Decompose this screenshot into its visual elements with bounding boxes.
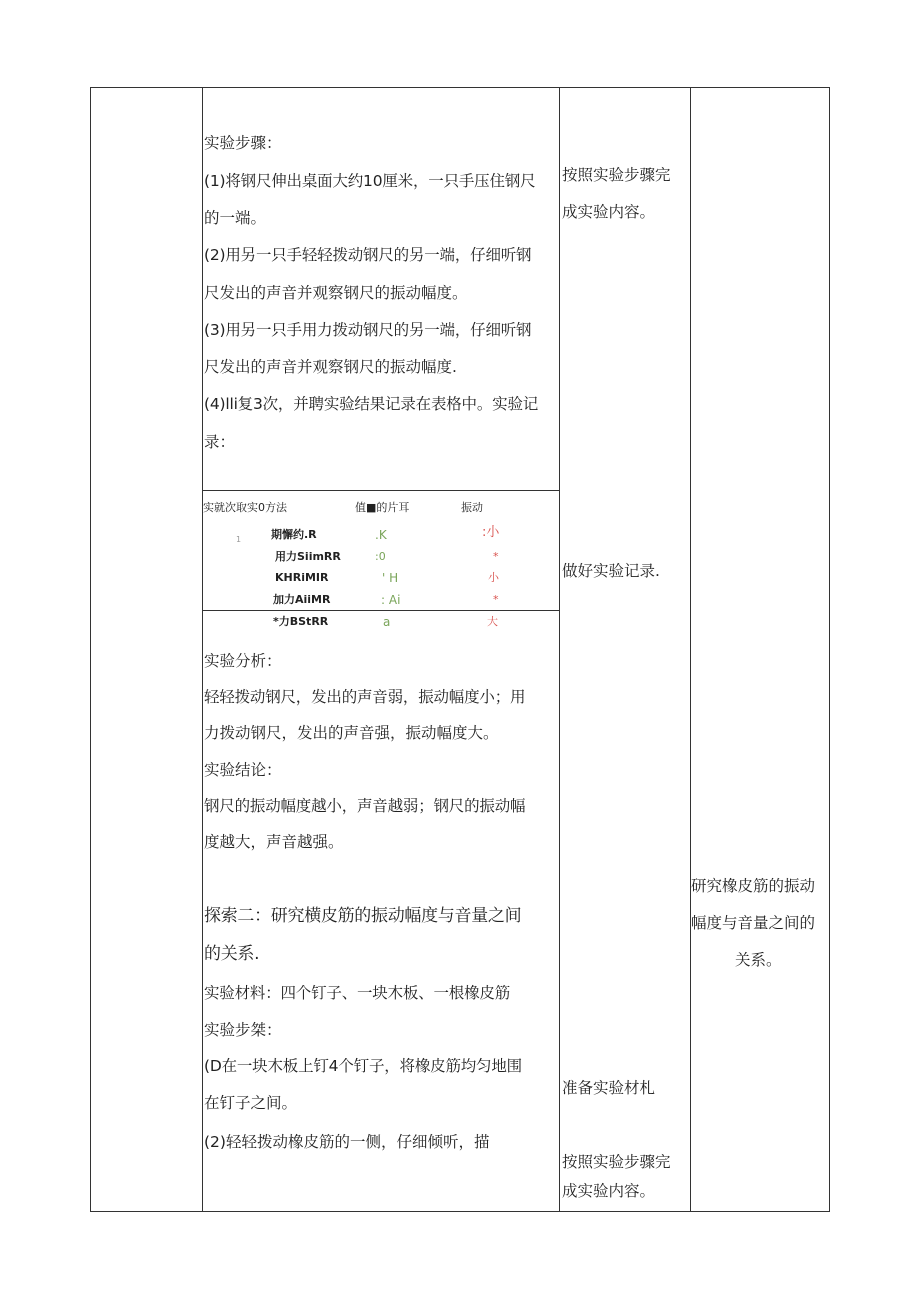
intent-line: 幅度与音量之间的: [691, 914, 816, 932]
student-activity-line: 成实验内容。: [562, 203, 656, 221]
analysis-line: 力拨动钢尺，发出的声音强，振动幅度大。: [204, 724, 499, 742]
analysis-line: 轻轻拨动钢尺，发出的声音弱，振动幅度小；用: [204, 688, 526, 706]
student-activity-line: 按照实验步骤完: [562, 166, 671, 184]
step-line: 录：: [204, 433, 236, 451]
conclusion-title: 实验结论：: [204, 761, 282, 779]
record-sound: .K: [375, 528, 387, 542]
record-index: 1: [236, 535, 242, 544]
student-activity-line: 成实验内容。: [562, 1182, 656, 1200]
step-line: (3)用另一只手用力拨动钢尺的另一端，仔细听钢: [204, 321, 532, 339]
section-heading: 的关系.: [204, 944, 260, 964]
record-table-divider: [202, 610, 559, 611]
conclusion-line: 度越大，声音越强。: [204, 833, 344, 851]
step-line: (1)将钢尺伸出桌面大约10厘米，一只手压住钢尺: [204, 172, 536, 190]
student-activity-line: 准备实验材札: [562, 1079, 656, 1097]
record-amplitude: :小: [482, 525, 500, 540]
record-sound: ' H: [382, 571, 399, 585]
record-sound: : Ai: [381, 593, 401, 607]
column-divider: [202, 87, 203, 1212]
record-amplitude: 小: [488, 571, 499, 584]
steps-title: 实验步桀：: [204, 1021, 282, 1039]
record-header-sound: 值■的片耳: [355, 501, 410, 514]
step-line: 尺发出的声音并观察钢尺的振动幅度。: [204, 284, 468, 302]
materials-line: 实验材料：四个钉子、一块木板、一根橡皮筋: [204, 984, 511, 1002]
record-method: 期懈约.R: [271, 528, 317, 541]
student-activity-line: 做好实验记录.: [562, 562, 660, 580]
step-line: 尺发出的声音并观察钢尺的振动幅度.: [204, 358, 457, 376]
step-line: (2)轻轻拨动橡皮筋的一侧，仔细倾听，描: [204, 1133, 490, 1151]
record-amplitude: *: [493, 550, 499, 563]
step-line: (D在一块木板上钉4个钉子，将橡皮筋均匀地围: [204, 1057, 522, 1075]
analysis-title: 实验分析：: [204, 652, 282, 670]
step-line: 在钉子之间。: [204, 1094, 298, 1112]
conclusion-line: 钢尺的振动幅度越小，声音越弱；钢尺的振动幅: [204, 797, 526, 815]
step-line: (2)用另一只手轻轻拨动钢尺的另一端，仔细听钢: [204, 246, 532, 264]
record-method: 用力SiimRR: [275, 550, 341, 563]
record-sound: a: [383, 615, 391, 629]
record-table-top-border: [202, 490, 559, 491]
steps-title: 实验步骤：: [204, 134, 282, 152]
column-divider: [690, 87, 691, 1212]
record-sound: :0: [375, 550, 386, 563]
intent-line: 研究橡皮筋的振动: [691, 877, 816, 895]
record-amplitude: *: [493, 593, 499, 606]
record-amplitude: 大: [487, 615, 498, 628]
record-method: 加力AiiMR: [273, 593, 331, 606]
record-header-amplitude: 振动: [461, 501, 483, 514]
section-heading: 探索二：研究横皮筋的振动幅度与音量之间: [204, 906, 522, 926]
step-line: (4)lli复3次，并聘实验结果记录在表格中。实验记: [204, 395, 539, 413]
record-method: *力BStRR: [273, 615, 329, 628]
intent-line: 关系。: [735, 951, 782, 969]
column-divider: [559, 87, 560, 1212]
step-line: 的一端。: [204, 209, 267, 227]
student-activity-line: 按照实验步骤完: [562, 1153, 671, 1171]
record-method: KHRiMIR: [275, 571, 329, 584]
record-header-method: 实就次取实0方法: [203, 501, 287, 514]
